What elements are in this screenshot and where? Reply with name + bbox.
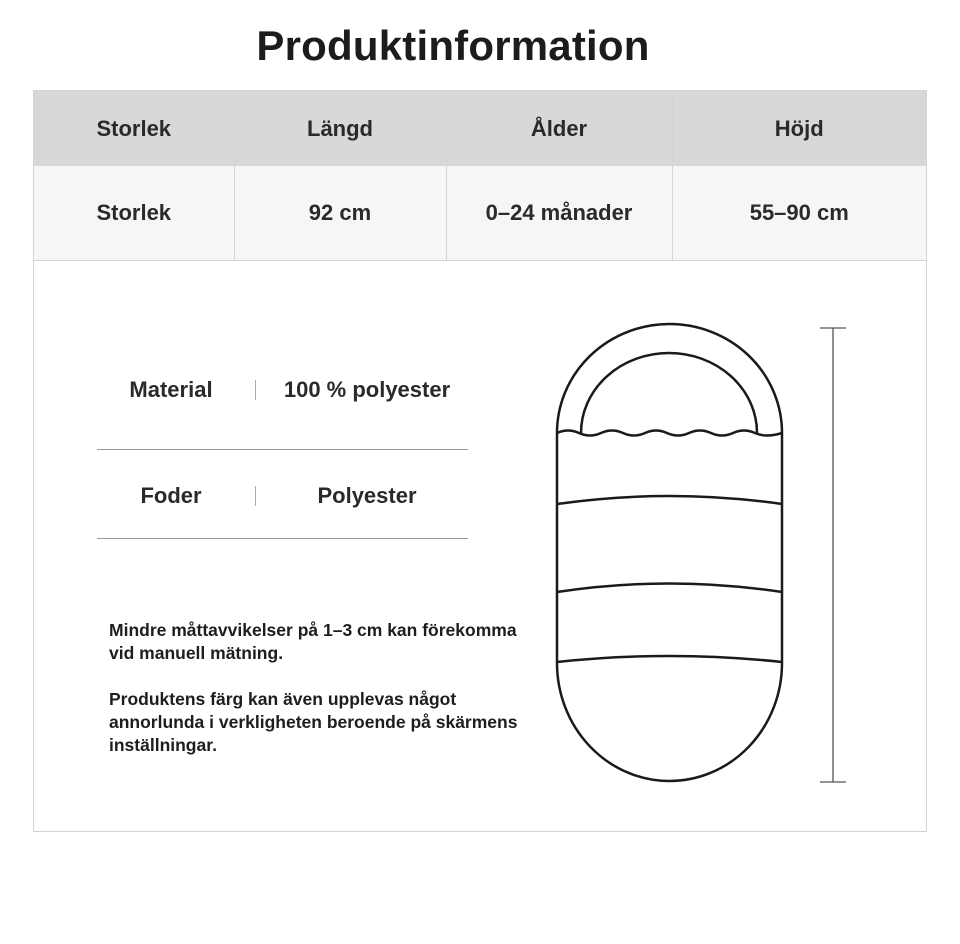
divider-line xyxy=(97,449,468,450)
divider-line xyxy=(97,538,468,539)
cell-height: 55–90 cm xyxy=(672,166,926,261)
disclaimer-notes xyxy=(109,619,539,780)
material-label: Material xyxy=(129,377,213,402)
height-measure-line xyxy=(820,328,846,782)
hood-opening xyxy=(581,353,757,433)
sleeping-bag-illustration xyxy=(534,316,894,791)
lining-row xyxy=(97,452,467,540)
lining-value: Polyester xyxy=(317,483,417,508)
header-cell-length: Längd xyxy=(234,91,446,166)
product-info-card xyxy=(33,90,927,832)
quilt-line xyxy=(557,656,782,662)
material-divider xyxy=(255,380,256,400)
quilt-line xyxy=(557,496,782,504)
material-value: 100 % polyester xyxy=(283,377,451,402)
size-table-header xyxy=(34,91,926,166)
collar-wave xyxy=(557,431,782,436)
material-row xyxy=(97,346,467,434)
cell-age: 0–24 månader xyxy=(446,166,672,261)
quilt-line xyxy=(557,584,782,593)
bag-outline xyxy=(557,324,782,781)
page-title: Produktinformation xyxy=(256,22,650,69)
cell-size: Storlek xyxy=(34,166,234,261)
header-cell-size: Storlek xyxy=(34,91,234,166)
size-table xyxy=(34,91,926,261)
note-measurement: Mindre måttavvikelser på 1–3 cm kan förekomma vid manuell mätning. xyxy=(109,620,517,663)
table-row xyxy=(34,166,926,261)
header-cell-height: Höjd xyxy=(672,91,926,166)
note-color: Produktens färg kan även upplevas något annorlunda i verkligheten beroende på skärmens inställningar. xyxy=(109,689,518,755)
header-cell-age: Ålder xyxy=(446,91,672,166)
lining-label: Foder xyxy=(140,483,202,508)
lining-divider xyxy=(255,486,256,506)
cell-length: 92 cm xyxy=(234,166,446,261)
